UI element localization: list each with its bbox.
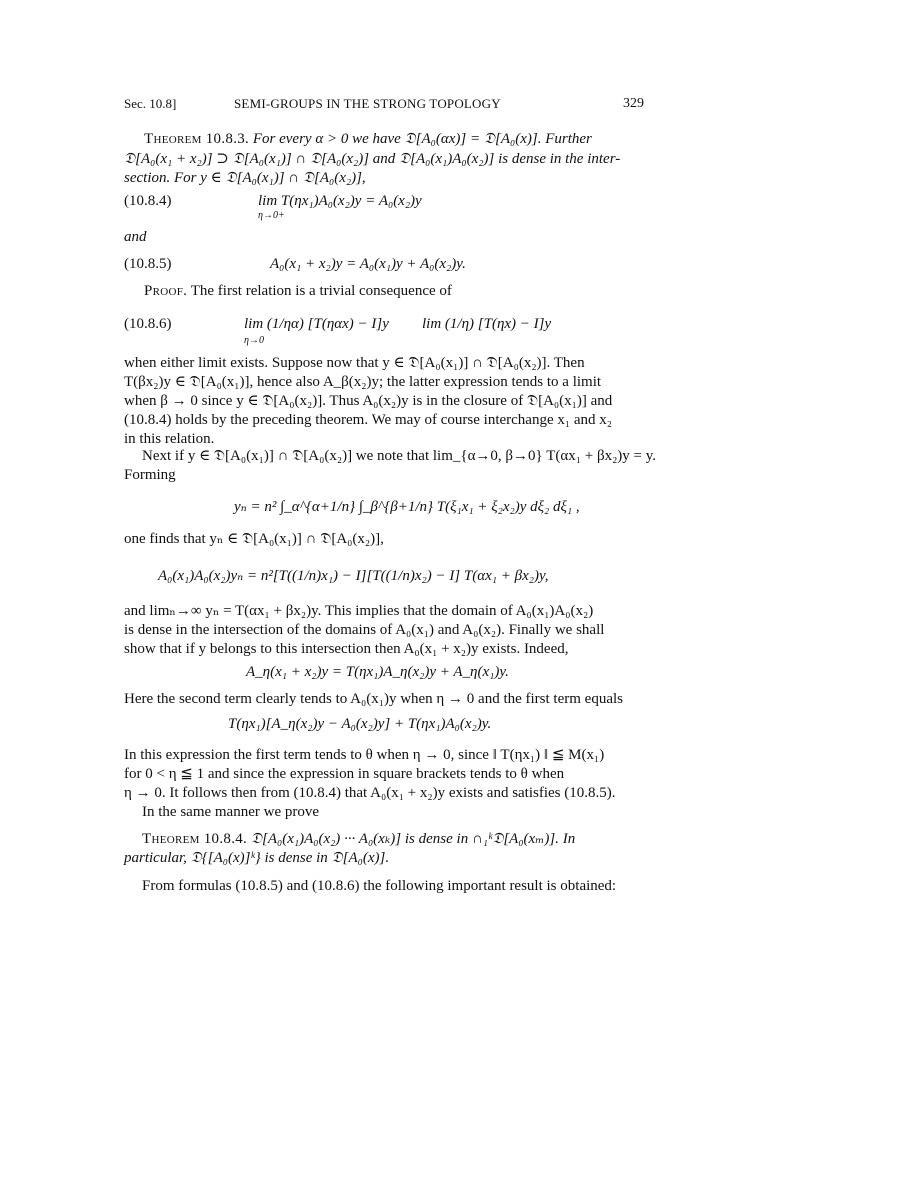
- theorem-label: Theorem 10.8.3.: [144, 131, 250, 147]
- text-line: show that if y belongs to this intersection then A₀(x₁ + x₂)y exists. Indeed,: [124, 641, 569, 657]
- text-line: Next if y ∈ 𝔇[A₀(x₁)] ∩ 𝔇[A₀(x₂)] we note that lim_{α→0, β→0} T(αx₁ + βx₂)y = y.: [142, 448, 657, 464]
- proof-label: Proof.: [144, 283, 188, 299]
- text-line: when either limit exists. Suppose now that y ∈ 𝔇[A₀(x₁)] ∩ 𝔇[A₀(x₂)]. Then: [124, 355, 585, 371]
- equation-10-8-5: A₀(x₁ + x₂)y = A₀(x₁)y + A₀(x₂)y.: [270, 256, 466, 272]
- text-line: Here the second term clearly tends to A₀(x₁)y when η → 0 and the first term equals: [124, 691, 623, 707]
- limit-subscript: η→0: [244, 335, 264, 346]
- theorem-1083-line3: section. For y ∈ 𝔇[A₀(x₁)] ∩ 𝔇[A₀(x₂)],: [124, 170, 366, 186]
- text-line: η → 0. It follows then from (10.8.4) that A₀(x₁ + x₂)y exists and satisfies (10.8.5).: [124, 785, 616, 801]
- equation-split: T(ηx₁)[A_η(x₂)y − A₀(x₂)y] + T(ηx₁)A₀(x₂)y.: [228, 716, 492, 732]
- page-number: 329: [623, 96, 644, 111]
- running-title: SEMI-GROUPS IN THE STRONG TOPOLOGY: [234, 96, 501, 111]
- text-line: when β → 0 since y ∈ 𝔇[A₀(x₂)]. Thus A₀(x₂)y is in the closure of 𝔇[A₀(x₁)] and: [124, 393, 613, 409]
- equation-product: A₀(x₁)A₀(x₂)yₙ = n²[T((1/n)x₁) − I][T((1/n)x₂) − I] T(αx₁ + βx₂)y,: [158, 568, 549, 584]
- text-line: for 0 < η ≦ 1 and since the expression in square brackets tends to θ when: [124, 766, 565, 782]
- equation-number: (10.8.4): [124, 193, 172, 209]
- text-line: is dense in the intersection of the domains of A₀(x₁) and A₀(x₂). Finally we shall: [124, 622, 605, 638]
- theorem-1083-line1: [124, 130, 644, 149]
- equation-10-8-6-left: lim (1/ηα) [T(ηαx) − I]y: [244, 316, 389, 332]
- equation-yn: yₙ = n² ∫_α^{α+1/n} ∫_β^{β+1/n} T(ξ₁x₁ + ξ₂x₂)y dξ₂ dξ₁ ,: [234, 499, 580, 515]
- theorem-1084-line2: particular, 𝔇{[A₀(x)]ᵏ} is dense in 𝔇[A₀(x)].: [124, 850, 390, 866]
- equation-10-8-6-right: lim (1/η) [T(ηx) − I]y: [422, 316, 552, 332]
- theorem-label: Theorem 10.8.4.: [142, 831, 248, 847]
- text-line: (10.8.4) holds by the preceding theorem. We may of course interchange x₁ and x₂: [124, 412, 612, 428]
- theorem-1084-line1: [124, 830, 644, 849]
- proof-text: The first relation is a trivial consequence of: [190, 283, 452, 299]
- text-line: in this relation.: [124, 431, 215, 447]
- equation-number: (10.8.6): [124, 316, 172, 332]
- text-line: In this expression the first term tends to θ when η → 0, since ‖ T(ηx₁) ‖ ≦ M(x₁): [124, 747, 605, 763]
- text-line: T(βx₂)y ∈ 𝔇[A₀(x₁)], hence also A_β(x₂)y; the latter expression tends to a limit: [124, 374, 602, 390]
- text-line: In the same manner we prove: [142, 804, 320, 820]
- equation-number: (10.8.5): [124, 256, 172, 272]
- theorem-text: For every α > 0 we have 𝔇[A₀(αx)] = 𝔇[A₀(x)]. Further: [252, 131, 592, 147]
- proof-intro: [124, 282, 644, 301]
- closing-line: From formulas (10.8.5) and (10.8.6) the following important result is obtained:: [142, 878, 617, 894]
- section-label: Sec. 10.8]: [124, 96, 177, 111]
- text-line: Forming: [124, 467, 176, 483]
- equation-10-8-4: lim T(ηx₁)A₀(x₂)y = A₀(x₂)y: [258, 193, 422, 209]
- text-line: and limₙ→∞ yₙ = T(αx₁ + βx₂)y. This implies that the domain of A₀(x₁)A₀(x₂): [124, 603, 594, 619]
- text-line: one finds that yₙ ∈ 𝔇[A₀(x₁)] ∩ 𝔇[A₀(x₂)],: [124, 531, 384, 547]
- theorem-1083-line2: 𝔇[A₀(x₁ + x₂)] ⊃ 𝔇[A₀(x₁)] ∩ 𝔇[A₀(x₂)] and 𝔇[A₀(x₁)A₀(x₂)] is dense in the inter-: [124, 151, 621, 167]
- connector-and: and: [124, 229, 147, 245]
- running-header: [124, 92, 644, 116]
- theorem-text: 𝔇[A₀(x₁)A₀(x₂) ··· A₀(xₖ)] is dense in ∩₁ᵏ𝔇[A₀(xₘ)]. In: [250, 831, 576, 847]
- limit-subscript: η→0+: [258, 210, 285, 221]
- equation-a-eta: A_η(x₁ + x₂)y = T(ηx₁)A_η(x₂)y + A_η(x₁)y.: [246, 664, 509, 680]
